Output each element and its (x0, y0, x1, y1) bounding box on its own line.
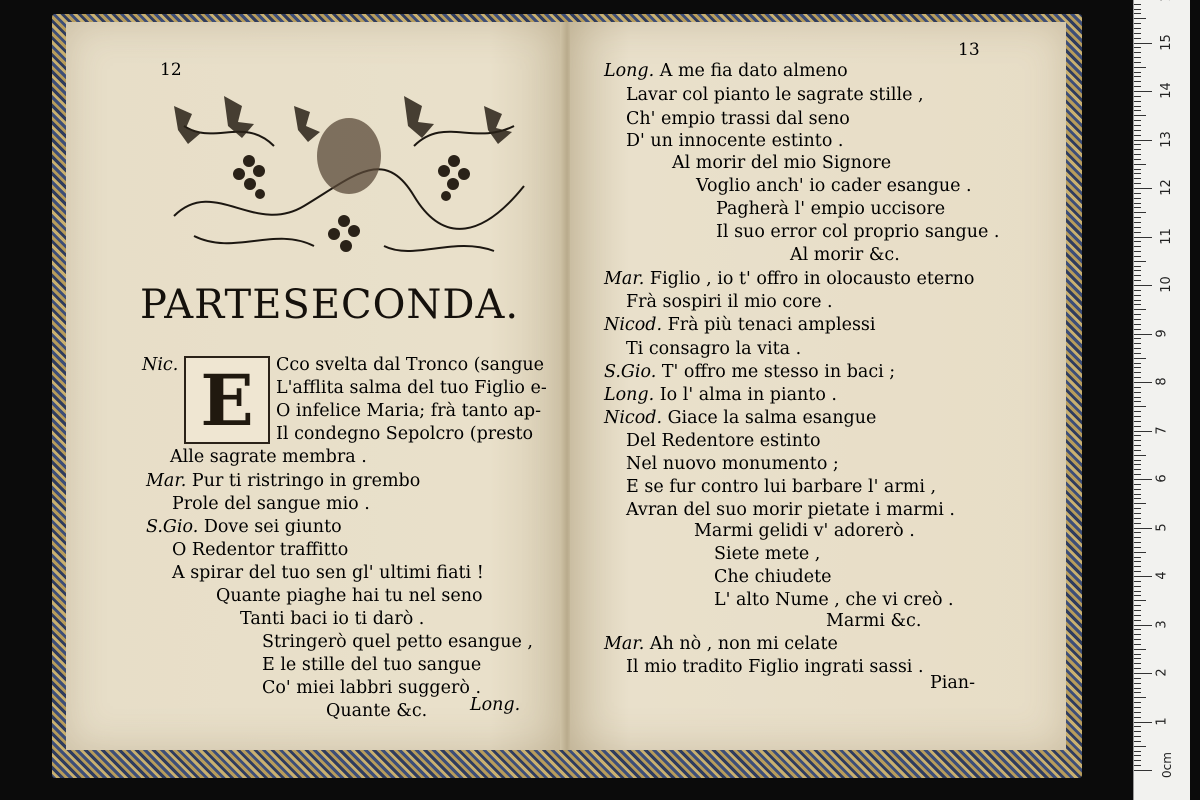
ruler-tick (1134, 140, 1152, 141)
left-page-line (326, 700, 427, 722)
ruler-tick (1134, 285, 1152, 286)
right-page-line (826, 610, 921, 632)
ruler-tick (1134, 358, 1146, 359)
right-page-line (672, 152, 891, 174)
ruler-tick (1134, 440, 1141, 441)
ruler-tick (1134, 343, 1141, 344)
ruler-tick (1134, 261, 1146, 262)
left-page-line (172, 493, 370, 515)
left-page-line (146, 470, 420, 492)
verse-text: Marmi &c. (826, 611, 922, 631)
ruler-tick (1134, 183, 1141, 184)
ruler-tick (1134, 668, 1141, 669)
right-page-line (604, 60, 848, 82)
ruler-tick (1134, 212, 1146, 213)
ruler-tick (1134, 188, 1152, 189)
verse-text: D' un innocente estinto . (626, 131, 844, 151)
right-page-line (626, 291, 833, 313)
ruler-tick (1134, 382, 1152, 383)
ruler-tick (1134, 232, 1141, 233)
ruler-tick (1134, 72, 1141, 73)
verse-text: Figlio , io t' offro in olocausto eterno (649, 269, 975, 289)
ruler-tick (1134, 707, 1141, 708)
ruler-tick (1134, 416, 1141, 417)
ruler-tick (1134, 334, 1152, 335)
ruler-tick (1134, 586, 1141, 587)
ruler-tick (1134, 110, 1141, 111)
ruler-tick (1134, 634, 1141, 635)
ruler-tick (1134, 280, 1141, 281)
ruler-tick (1134, 377, 1141, 378)
speaker-name: Nicod. (604, 408, 668, 428)
ruler-tick (1134, 498, 1141, 499)
ruler-tick (1134, 692, 1141, 693)
verse-text: A me fia dato almeno (659, 61, 848, 81)
ruler-number: 6 (1154, 474, 1170, 483)
ruler-tick (1134, 246, 1141, 247)
ruler-tick (1134, 751, 1141, 752)
left-page-line (170, 446, 367, 468)
ruler-tick (1134, 13, 1141, 14)
ruler-tick (1134, 353, 1141, 354)
right-page-line (626, 430, 821, 452)
ruler-tick (1134, 435, 1141, 436)
ruler-tick (1134, 426, 1141, 427)
ruler-tick (1134, 600, 1146, 601)
ruler-tick (1134, 290, 1141, 291)
ruler-tick (1134, 149, 1141, 150)
ruler-tick (1134, 319, 1141, 320)
ruler-number: 11 (1158, 227, 1174, 245)
ruler-tick (1134, 726, 1141, 727)
left-page-line (276, 377, 547, 399)
verse-text: Del Redentore estinto (626, 431, 821, 451)
ruler-tick (1134, 552, 1146, 553)
ruler-tick (1134, 9, 1141, 10)
ruler-tick (1134, 125, 1141, 126)
verse-text: O infelice Maria; frà tanto ap- (276, 401, 541, 421)
ruler-tick (1134, 62, 1141, 63)
ruler-tick (1134, 173, 1141, 174)
ruler-tick (1134, 81, 1141, 82)
right-page-line (604, 384, 837, 406)
ruler-tick (1134, 605, 1141, 606)
ruler-tick (1134, 770, 1152, 771)
verse-text: Stringerò quel petto esangue , (262, 632, 533, 652)
right-page-line (714, 589, 954, 611)
verse-text: Quante piaghe hai tu nel seno (216, 586, 483, 606)
ruler-tick (1134, 557, 1141, 558)
ruler-tick (1134, 503, 1146, 504)
ruler-tick (1134, 130, 1141, 131)
right-page-line (604, 361, 895, 383)
ruler-tick (1134, 755, 1141, 756)
left-page-line: Cco svelta dal Tronco (sangue (276, 355, 545, 375)
ruler-tick (1134, 484, 1141, 485)
ruler-tick (1134, 304, 1141, 305)
left-page-line (276, 423, 533, 445)
ruler-tick (1134, 367, 1141, 368)
ruler-tick (1134, 717, 1141, 718)
ruler-tick (1134, 314, 1141, 315)
ruler-unit-label: 0cm (1159, 752, 1174, 778)
verse-text: T' offro me stesso in baci ; (661, 362, 896, 382)
vine-ornament-icon (154, 86, 538, 266)
right-page-line (626, 130, 844, 152)
verse-text: A spirar del tuo sen gl' ultimi fiati ! (172, 563, 484, 583)
ruler-tick (1134, 222, 1141, 223)
ruler-tick (1134, 494, 1141, 495)
left-catchword: Long. (470, 695, 521, 715)
ruler-number: 7 (1154, 425, 1170, 435)
ruler-tick (1134, 144, 1141, 145)
ruler-tick (1134, 591, 1141, 592)
verse-text: Prole del sangue mio . (172, 494, 370, 514)
ruler-number: 13 (1158, 130, 1174, 148)
ruler-tick (1134, 460, 1141, 461)
ruler-tick (1134, 469, 1141, 470)
ruler-number: 5 (1154, 522, 1170, 532)
ruler-tick (1134, 207, 1141, 208)
verse-text: Al morir del mio Signore (672, 153, 892, 173)
left-page-line (240, 608, 424, 630)
ruler-tick (1134, 217, 1141, 218)
verse-text: Siete mete , (714, 544, 821, 564)
ruler-tick (1134, 542, 1141, 543)
ruler-tick (1134, 746, 1146, 747)
right-page-line (790, 244, 900, 266)
ruler-tick (1134, 673, 1152, 674)
ruler-tick (1134, 28, 1141, 29)
verse-text: Dove sei giunto (203, 517, 342, 537)
ruler-tick (1134, 38, 1141, 39)
right-page-line (626, 84, 924, 106)
ruler-tick (1134, 91, 1152, 92)
verse-text: Frà più tenaci amplessi (667, 315, 876, 335)
verse-text: Ah nò , non mi celate (649, 634, 838, 654)
ruler-tick (1134, 52, 1141, 53)
ruler-tick (1134, 43, 1152, 44)
ruler-tick (1134, 702, 1141, 703)
speaker-name: Mar. (604, 634, 650, 654)
speaker-name: Nicod. (604, 315, 668, 335)
ruler-tick (1134, 193, 1141, 194)
ruler-tick (1134, 697, 1146, 698)
verse-text: Che chiudete (714, 567, 832, 587)
left-page-line (146, 516, 342, 538)
ruler-tick (1134, 765, 1141, 766)
speaker-name: S.Gio. (604, 362, 662, 382)
verse-text: Il mio tradito Figlio ingrati sassi . (626, 657, 924, 677)
ruler-tick (1134, 164, 1146, 165)
ruler-tick (1134, 620, 1141, 621)
ruler-tick (1134, 445, 1141, 446)
ruler-tick (1134, 625, 1152, 626)
left-page-line (262, 677, 481, 699)
speaker-name: Mar. (146, 471, 192, 491)
verse-text: Avran del suo morir pietate i marmi . (626, 500, 955, 520)
ruler-tick (1134, 406, 1146, 407)
left-page-line (172, 562, 484, 584)
verse-text: Giace la salma esangue (667, 408, 877, 428)
ruler-tick (1134, 76, 1141, 77)
ruler-tick (1134, 537, 1141, 538)
right-page-line (604, 268, 974, 290)
verse-text: Quante &c. (326, 701, 428, 721)
verse-text: Il condegno Sepolcro (presto (276, 424, 534, 444)
verse-text: Lavar col pianto le sagrate stille , (626, 85, 924, 105)
ruler-tick (1134, 532, 1141, 533)
ruler-tick (1134, 479, 1152, 480)
ruler-tick (1134, 4, 1141, 5)
speaker-name: Nic. (142, 355, 179, 375)
ruler-tick (1134, 67, 1146, 68)
ruler-tick (1134, 198, 1141, 199)
ruler-tick (1134, 760, 1141, 761)
ruler-number: 15 (1158, 33, 1174, 51)
ruler-tick (1134, 33, 1141, 34)
verse-text: Nel nuovo monumento ; (626, 454, 839, 474)
speaker-name: Long. (604, 61, 660, 81)
verse-text: Il suo error col proprio sangue . (716, 222, 1000, 242)
ruler-tick (1134, 489, 1141, 490)
ruler-tick (1134, 169, 1141, 170)
ruler-tick (1134, 712, 1141, 713)
ruler-tick (1134, 256, 1141, 257)
right-page-line (716, 198, 945, 220)
ruler-tick (1134, 615, 1141, 616)
verse-text: Voglio anch' io cader esangue . (696, 176, 972, 196)
ruler-tick (1134, 513, 1141, 514)
verse-text: O Redentor traffitto (172, 540, 349, 560)
ruler-tick (1134, 455, 1146, 456)
ruler-number: 9 (1154, 328, 1170, 338)
ruler-tick (1134, 159, 1141, 160)
ruler-tick (1134, 397, 1141, 398)
ruler-tick (1134, 241, 1141, 242)
ruler-tick (1134, 57, 1141, 58)
right-page-line (714, 543, 820, 565)
ruler-tick (1134, 581, 1141, 582)
ruler-tick (1134, 392, 1141, 393)
verse-text: Alle sagrate membra . (170, 447, 367, 467)
ruler-tick (1134, 658, 1141, 659)
speaker-name: Long. (604, 385, 660, 405)
ruler-tick (1134, 431, 1152, 432)
left-page-line (216, 585, 483, 607)
ruler-tick (1134, 741, 1141, 742)
right-page-line (604, 314, 876, 336)
ruler-tick (1134, 295, 1141, 296)
right-page-line (716, 221, 999, 243)
right-page-number: 13 (958, 40, 980, 60)
ruler-tick (1134, 663, 1141, 664)
right-page-line (626, 108, 850, 130)
verse-text: E le stille del tuo sangue (262, 655, 482, 675)
ruler-tick (1134, 178, 1141, 179)
ruler-tick (1134, 411, 1141, 412)
left-page-line (276, 400, 541, 422)
ruler-tick (1134, 106, 1141, 107)
ruler-tick (1134, 275, 1141, 276)
right-page-line (626, 453, 839, 475)
ruler-number: 4 (1154, 571, 1170, 580)
right-page-line (626, 476, 936, 498)
ruler-tick (1134, 736, 1141, 737)
ruler-tick (1134, 576, 1152, 577)
ruler-tick (1134, 731, 1141, 732)
ruler-tick (1134, 561, 1141, 562)
ruler-tick (1134, 18, 1146, 19)
ruler-tick (1134, 270, 1141, 271)
ruler-tick (1134, 464, 1141, 465)
ruler-tick (1134, 329, 1141, 330)
ruler-tick (1134, 595, 1141, 596)
verse-text: E se fur contro lui barbare l' armi , (626, 477, 937, 497)
verse-text: Frà sospiri il mio core . (626, 292, 833, 312)
ruler-number: 12 (1158, 179, 1174, 196)
ruler-tick (1134, 629, 1141, 630)
left-page-number: 12 (160, 60, 182, 80)
ruler-tick (1134, 571, 1141, 572)
part-title: PARTESECONDA. (140, 282, 520, 328)
ruler-tick (1134, 518, 1141, 519)
ruler-tick (1134, 387, 1141, 388)
ruler-tick (1134, 324, 1141, 325)
speaker-name: Mar. (604, 269, 650, 289)
ruler-tick (1134, 401, 1141, 402)
dropcap-letter: E (200, 358, 254, 442)
ruler-tick (1134, 523, 1141, 524)
ruler-tick (1134, 86, 1141, 87)
ruler-tick (1134, 683, 1141, 684)
ruler-number: 1 (1154, 716, 1170, 726)
ruler-tick (1134, 649, 1146, 650)
ruler-tick (1134, 266, 1141, 267)
right-page-line (604, 633, 838, 655)
left-page-line (262, 654, 481, 676)
ruler-tick (1134, 309, 1146, 310)
right-page-line (626, 499, 955, 521)
ruler-tick (1134, 372, 1141, 373)
ruler-tick (1134, 23, 1141, 24)
verse-text: Al morir &c. (790, 245, 900, 265)
verse-text: L'afflita salma del tuo Figlio e- (276, 378, 547, 398)
ruler-tick (1134, 251, 1141, 252)
dropcap-initial (184, 356, 270, 444)
ruler-tick (1134, 508, 1141, 509)
ruler-tick (1134, 227, 1141, 228)
ruler-number: 10 (1158, 276, 1174, 293)
ruler-tick (1134, 474, 1141, 475)
verse-text: L' alto Nume , che vi creò . (714, 590, 954, 610)
verse-text: Co' miei labbri suggerò . (262, 678, 482, 698)
ruler-number: 2 (1154, 668, 1170, 677)
ruler-tick (1134, 154, 1141, 155)
right-catchword: Pian- (930, 673, 975, 693)
verse-text: Ch' empio trassi dal seno (626, 109, 850, 129)
verse-text: Io l' alma in pianto . (659, 385, 837, 405)
ruler-tick (1134, 547, 1141, 548)
ruler-tick (1134, 639, 1141, 640)
ruler-tick (1134, 237, 1152, 238)
ruler-tick (1134, 203, 1141, 204)
measurement-ruler (1133, 0, 1190, 800)
right-page-line (626, 656, 924, 678)
ruler-number: 8 (1154, 377, 1170, 386)
ruler-tick (1134, 528, 1152, 529)
verse-text: Pur ti ristringo in grembo (191, 471, 421, 491)
ruler-tick (1134, 644, 1141, 645)
ruler-tick (1134, 688, 1141, 689)
ruler-tick (1134, 421, 1141, 422)
verse-text: Marmi gelidi v' adorerò . (694, 521, 915, 541)
ruler-tick (1134, 96, 1141, 97)
right-page-line (694, 520, 915, 542)
ruler-tick (1134, 338, 1141, 339)
ruler-tick (1134, 566, 1141, 567)
verse-text: Tanti baci io ti darò . (240, 609, 425, 629)
right-page-line (604, 407, 876, 429)
ruler-number (1159, 0, 1174, 2)
right-page-line (714, 566, 831, 588)
speaker-name: S.Gio. (146, 517, 204, 537)
ruler-tick (1134, 363, 1141, 364)
left-page-line (262, 631, 533, 653)
right-page-line (626, 338, 801, 360)
left-page-line (172, 539, 348, 561)
ruler-tick (1134, 722, 1152, 723)
ruler-tick (1134, 101, 1141, 102)
ruler-tick (1134, 610, 1141, 611)
ruler-tick (1134, 450, 1141, 451)
ruler-tick (1134, 115, 1146, 116)
verse-text: Pagherà l' empio uccisore (716, 199, 946, 219)
ruler-tick (1134, 300, 1141, 301)
right-page-line (696, 175, 972, 197)
ruler-tick (1134, 120, 1141, 121)
ruler-number: 3 (1154, 619, 1170, 629)
ruler-tick (1134, 47, 1141, 48)
ruler-number: 14 (1158, 82, 1174, 99)
ruler-tick (1134, 348, 1141, 349)
ruler-tick (1134, 678, 1141, 679)
ruler-tick (1134, 654, 1141, 655)
ruler-tick (1134, 135, 1141, 136)
verse-text: Ti consagro la vita . (626, 339, 802, 359)
